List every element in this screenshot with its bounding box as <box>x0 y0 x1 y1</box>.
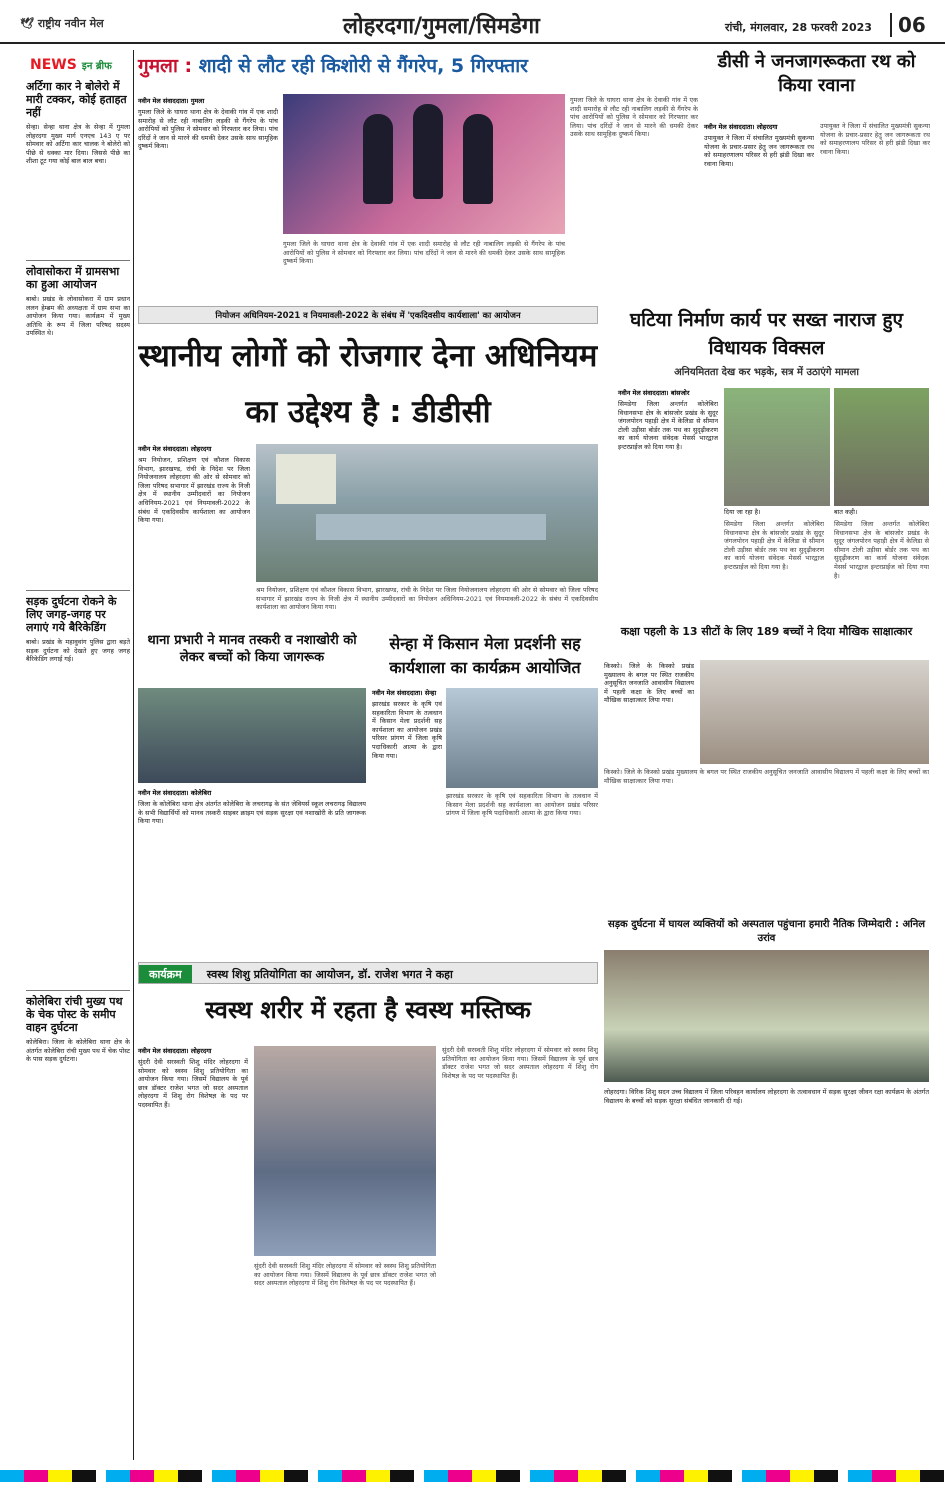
silhouette <box>463 114 493 204</box>
byline: नवीन मेल संवाददाता। लोहरदगा <box>138 1047 212 1055</box>
swasth-continued: सुंदरी देवी सरस्वती शिशु मंदिर लोहरदगा में सोमवार को स्वस्थ शिशु प्रतियोगिता का आयोजन किया गया। जिसमें विद्यालय के पूर्व छात्र डॉक्टर राजेश भगत जो सदर अस्पताल लोहरदगा में शिशु रोग विशेषज्ञ के पद पर पदस्थापित हैं। <box>442 1046 598 1080</box>
mla-photo <box>834 388 929 506</box>
students-photo <box>138 688 366 783</box>
brief-headline: लोवासोकरा में ग्रामसभा का हुआ आयोजन <box>26 265 120 291</box>
brand-name: राष्ट्रीय नवीन मेल <box>37 17 104 30</box>
date-line: रांची, मंगलवार, 28 फरवरी 2023 <box>725 21 872 34</box>
kisan-mela-photo <box>446 688 598 788</box>
byline: नवीन मेल संवाददाता। गुमला <box>138 97 205 105</box>
byline: नवीन मेल संवाददाता। लोहरदगा <box>704 123 778 131</box>
headline-text: शादी से लौट रही किशोरी से गैंगरेप, 5 गिरफ्तार <box>198 55 528 77</box>
brief-label: इन ब्रीफ <box>81 61 112 72</box>
brief-item <box>26 80 130 260</box>
rozgar-continued: श्रम नियोजन, प्रशिक्षण एवं कौशल विकास विभाग, झारखण्ड, रांची के निदेश पर जिला नियोजनालय लोहरदगा की ओर से सोमवार को जिला परिषद सभागार में झारखंड राज्य के निजी क्षेत्र में स्थानीय उम्मीदवारों का नियोजन अधिनियम-2021 एवं नियमावली-2022 के संबंध में एकदिवसीय कार्यशाला का आयोजन किया गया। <box>256 586 598 612</box>
swasth-headline: स्वस्थ शरीर में रहता है स्वस्थ मस्तिष्क <box>205 996 531 1024</box>
story-continued: गुमला जिले के घाघरा थाना क्षेत्र के देवाकी गांव में एक शादी समारोह से लौट रही नाबालिग लड़की से गैंगरेप के पांच आरोपियों को पुलिस ने सोमवार को गिरफ्तार कर लिया। पांच दरिंदों ने जान से मारने की धमकी देकर उसके साथ सामूहिक दुष्कर्म किया। <box>283 240 565 266</box>
sadak-story <box>604 918 929 1463</box>
ghatiya-continued: सिमडेगा जिला अन्तर्गत कोलेबिरा विधानसभा क्षेत्र के बांसजोर प्रखंड के सुदूर जंगलपोरन पहाड़ी क्षेत्र में केलिडा से सीमान टोली उड़ीसा बोर्डर तक पथ का सुदृढ़ीकरण का कार्य योजना संवेदक मेसर्स भारद्वाज इन्टरप्राईज को दिया गया है। <box>724 520 824 571</box>
brief-headline: सड़क दुर्घटना रोकने के लिए जगह-जगह पर लगाएं गये बैरिकेडिंग <box>26 595 117 634</box>
news-label: NEWS <box>30 57 77 73</box>
crime-illustration <box>283 94 565 234</box>
kisan-text: झारखंड सरकार के कृषि एवं सहकारिता विभाग के तत्वधान में किसान मेला प्रदर्शनी सह कार्यशाला का आयोजन प्रखंड परिसर प्रांगण में जिला कृषि पदाधिकारी आत्मा के द्वारा किया गया। <box>372 700 442 760</box>
news-brief-tag <box>30 54 112 73</box>
rozgar-text: श्रम नियोजन, प्रशिक्षण एवं कौशल विकास विभाग, झारखण्ड, रांची के निदेश पर जिला नियोजनालय लोहरदगा की ओर से सोमवार को जिला परिषद सभागार में झारखंड राज्य के निजी क्षेत्र में स्थानीय उम्मीदवारों का नियोजन अधिनियम-2021 एवं नियमावली-2022 के संबंध में एकदिवसीय कार्यशाला का आयोजन किया गया। <box>138 456 250 525</box>
program-tag: कार्यक्रम <box>139 965 192 984</box>
sadak-headline: सड़क दुर्घटना में घायल व्यक्तियों को अस्पताल पहुंचाना हमारी नैतिक जिम्मेदारी : अनिल उरांव <box>607 919 926 944</box>
dc-story <box>704 50 929 300</box>
caption: दिया जा रहा है। <box>724 508 761 516</box>
page-number: 06 <box>890 13 926 37</box>
ghatiya-story <box>604 306 929 616</box>
silhouette <box>413 104 443 199</box>
sadak-text: लोहरदगा। विरिक शिशु सदन उच्च विद्यालय में जिला परिवहन कार्यालय लोहरदगा के तत्वावधान में सड़क सुरक्षा जीवन रक्षा कार्यक्रम के अंतर्गत विद्यालय के बच्चों को सड़क सुरक्षा संबंधित जानकारी दी गई। <box>604 1088 929 1105</box>
color-registration-strip <box>0 1470 945 1482</box>
brief-headline: कोलेबिरा रांची मुख्य पथ के चेक पोस्ट के समीप वाहन दुर्घटना <box>26 995 123 1034</box>
rozgar-headline: स्थानीय लोगों को रोजगार देना अधिनियम का उद्देश्य है : डीडीसी <box>138 338 598 430</box>
byline: नवीन मेल संवाददाता। बांसजोर <box>618 389 690 397</box>
brief-item <box>26 990 130 1390</box>
silhouette <box>363 114 393 204</box>
dc-text-continued: उपायुक्त ने जिला में संचालित मुख्यमंत्री सुकन्या योजना के प्रचार-प्रसार हेतु जन जागरूकता रथ को समाहरणालय परिसर से हरी झंडी दिखा कर रवाना किया। <box>820 122 930 156</box>
swasth-story <box>138 962 598 1462</box>
child-health-photo <box>254 1046 436 1256</box>
story-text: गुमला जिले के घाघरा थाना क्षेत्र के देवाकी गांव में एक शादी समारोह से लौट रही नाबालिग लड़की से गैंगरेप के पांच आरोपियों को पुलिस ने सोमवार को गिरफ्तार कर लिया। पांच दरिंदों ने जान से मारने की धमकी देकर उसके साथ सामूहिक दुष्कर्म किया। <box>138 108 278 151</box>
brand-logo <box>20 16 104 31</box>
brief-item <box>26 260 130 590</box>
road-safety-photo <box>604 950 929 1082</box>
story-continued: गुमला जिले के घाघरा थाना क्षेत्र के देवाकी गांव में एक शादी समारोह से लौट रही नाबालिग लड़की से गैंगरेप के पांच आरोपियों को पुलिस ने सोमवार को गिरफ्तार कर लिया। पांच दरिंदों ने जान से मारने की धमकी देकर उसके साथ सामूहिक दुष्कर्म किया। <box>570 96 698 139</box>
swasth-subheadline: स्वस्थ शिशु प्रतियोगिता का आयोजन, डॉ. राजेश भगत ने कहा <box>206 968 453 981</box>
kisan-continued: झारखंड सरकार के कृषि एवं सहकारिता विभाग के तत्वधान में किसान मेला प्रदर्शनी सह कार्यशाला का आयोजन प्रखंड परिसर प्रांगण में जिला कृषि पदाधिकारी आत्मा के द्वारा किया गया। <box>446 792 598 818</box>
dc-headline: डीसी ने जनजागरूकता रथ को किया रवाना <box>717 51 916 96</box>
dc-text: उपायुक्त ने जिला में संचालित मुख्यमंत्री सुकन्या योजना के प्रचार-प्रसार हेतु जन जागरूकता रथ को समाहरणालय परिसर से हरी झंडी दिखा कर रवाना किया। <box>704 134 814 168</box>
top-headline <box>138 50 698 82</box>
interview-photo <box>700 660 929 764</box>
workshop-banner <box>138 306 598 324</box>
column-divider <box>133 50 134 1460</box>
rozgar-story <box>138 328 598 628</box>
kaksha-headline: कक्षा पहली के 13 सीटों के लिए 189 बच्चों ने दिया मौखिक साक्षात्कार <box>620 625 913 638</box>
byline: नवीन मेल संवाददाता। लोहरदगा <box>138 445 212 453</box>
inspection-photo <box>724 388 830 506</box>
thana-story <box>138 632 366 957</box>
swasth-continued: सुंदरी देवी सरस्वती शिशु मंदिर लोहरदगा में सोमवार को स्वस्थ शिशु प्रतियोगिता का आयोजन किया गया। जिसमें विद्यालय के पूर्व छात्र डॉक्टर राजेश भगत जो सदर अस्पताल लोहरदगा में शिशु रोग विशेषज्ञ के पद पर पदस्थापित हैं। <box>254 1262 436 1288</box>
brief-text: बाबो। प्रखंड के महावुवांग पुलिस द्वारा बड़ते सड़क दुर्घटना को देखते हुए जगह जगह बैरिकेडिंग लगाई गई। <box>26 638 130 664</box>
brief-text: कोलेबिरा। जिला के कोलेबिरा थाना क्षेत्र के अंतर्गत कोलेबिरा रांची मुख्य पथ में चेक पोस्ट के पास सड़क दुर्घटना। <box>26 1038 130 1064</box>
brief-headline: अर्टिगा कार ने बोलेरो में मारी टक्कर, कोई हताहत नहीं <box>26 80 127 119</box>
brief-item <box>26 590 130 990</box>
brief-text: बाबो। प्रखंड के लोवासोकरा में ग्राम प्रधान ललन हेम्ब्रम की अध्यक्षता में ग्राम सभा का आयोजन किया गया। कार्यक्रम में मुख्य अतिथि के रूप में जिला परिषद सदस्य उपस्थित थे। <box>26 295 130 338</box>
left-column <box>26 80 130 1460</box>
byline: नवीन मेल संवाददाता। सेन्हा <box>372 689 437 697</box>
kisan-headline: सेन्हा में किसान मेला प्रदर्शनी सह कार्यशाला का कार्यक्रम आयोजित <box>389 634 581 677</box>
brief-text: सेन्हा। सेन्हा थाना क्षेत्र के सेन्हा में गुमला लोहरदगा मुख्य मार्ग एनएच 143 ए पर सोमवार को अर्टिगा कार चालक ने बोलेरो को पीछे से धक्का मार दिया। जिससे पीछे का शीशा टूट गया कोई बाल बाल बचा। <box>26 123 130 166</box>
ghatiya-text: सिमडेगा जिला अन्तर्गत कोलेबिरा विधानसभा क्षेत्र के बांसजोर प्रखंड के सुदूर जंगलपोरन पहाड़ी क्षेत्र में केलिडा से सीमान टोली उड़ीसा बोर्डर तक पथ का सुदृढ़ीकरण का कार्य योजना संवेदक मेसर्स भारद्वाज इन्टरप्राईज को दिया गया है। <box>618 400 718 451</box>
banner-text: नियोजन अधिनियम-2021 व नियमावली-2022 के संबंध में 'एकदिवसीय कार्यशाला' का आयोजन <box>215 310 521 320</box>
ghatiya-headline: घटिया निर्माण कार्य पर सख्त नाराज हुए विधायक विक्सल <box>629 309 904 359</box>
thana-text: जिला के कोलेबिरा थाना क्षेत्र अंतर्गत कोलेबिरा के लचरागढ़ के संत जेवियर्स स्कूल लचरागढ़ विद्यालय के सभी विद्यार्थियों को मानव तस्करी साइबर क्राइम एवं सड़क सुरक्षा एवं नशाखोरी के प्रति जागरूक किया गया। <box>138 800 366 826</box>
bird-icon: 🕊 <box>20 17 34 30</box>
workshop-photo <box>256 444 598 582</box>
swasth-sub-row <box>138 962 598 984</box>
byline: नवीन मेल संवाददाता। कोलेबिरा <box>138 789 212 797</box>
caption: बात कही। <box>834 508 858 516</box>
kaksha-continued: किस्को। जिले के किस्को प्रखंड मुख्यालय के बगल पर स्थित राजकीय अनुसूचित जनजाति आवासीय विद्यालय में पहली कक्षा के लिए बच्चों का मौखिक साक्षात्कार लिया गया। <box>604 768 929 785</box>
ghatiya-continued: सिमडेगा जिला अन्तर्गत कोलेबिरा विधानसभा क्षेत्र के बांसजोर प्रखंड के सुदूर जंगलपोरन पहाड़ी क्षेत्र में केलिडा से सीमान टोली उड़ीसा बोर्डर तक पथ का सुदृढ़ीकरण का कार्य योजना संवेदक मेसर्स भारद्वाज इन्टरप्राईज को दिया गया है। <box>834 520 929 580</box>
masthead <box>0 0 945 44</box>
meeting-table <box>316 514 546 540</box>
city-label: गुमला : <box>138 55 193 77</box>
top-story <box>138 50 698 300</box>
ghatiya-subhead: अनियमितता देख कर भड़के, सत्र में उठाएंगे मामला <box>674 367 859 378</box>
banner-board <box>276 454 336 504</box>
kaksha-story <box>604 624 929 914</box>
swasth-text: सुंदरी देवी सरस्वती शिशु मंदिर लोहरदगा में सोमवार को स्वस्थ शिशु प्रतियोगिता का आयोजन किया गया। जिसमें विद्यालय के पूर्व छात्र डॉक्टर राजेश भगत जो सदर अस्पताल लोहरदगा में शिशु रोग विशेषज्ञ के पद पर पदस्थापित हैं। <box>138 1058 248 1109</box>
edition-title: लोहरदगा/गुमला/सिमडेगा <box>343 14 540 39</box>
kisan-story <box>372 632 598 957</box>
thana-headline: थाना प्रभारी ने मानव तस्करी व नशाखोरी को लेकर बच्चों को किया जागरूक <box>147 633 357 665</box>
kaksha-text: किस्को। जिले के किस्को प्रखंड मुख्यालय के बगल पर स्थित राजकीय अनुसूचित जनजाति आवासीय विद्यालय में पहली कक्षा के लिए बच्चों का मौखिक साक्षात्कार लिया गया। <box>604 662 694 705</box>
